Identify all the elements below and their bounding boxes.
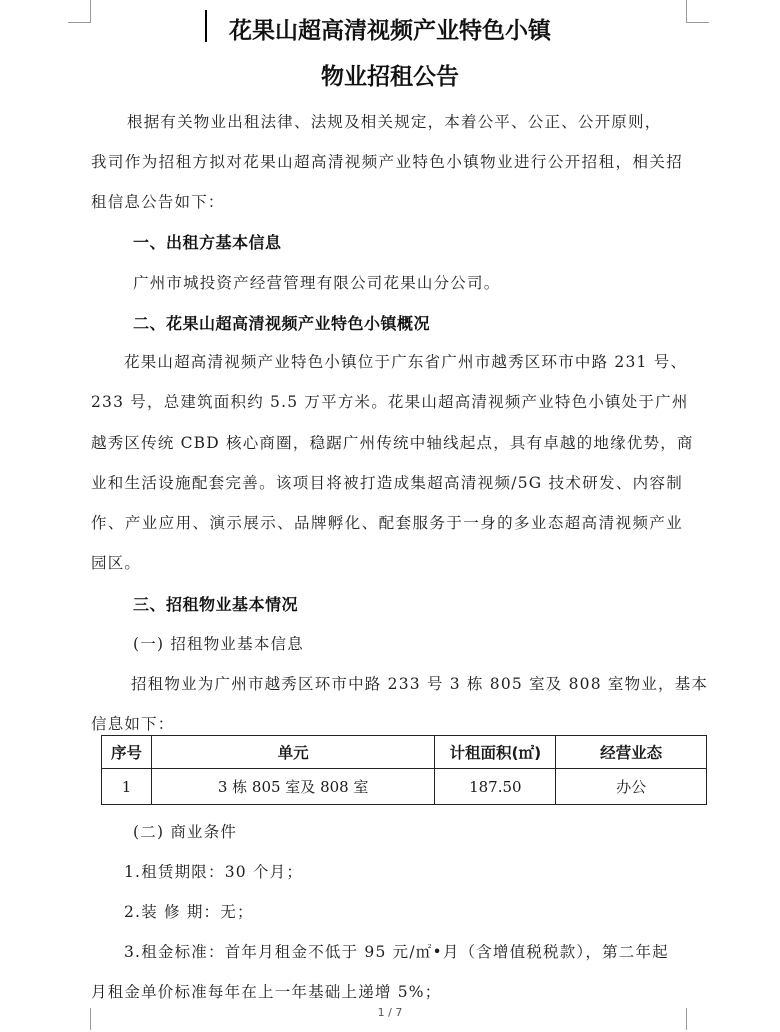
table-header-cell: 单元	[151, 736, 434, 769]
table-header-cell: 经营业态	[556, 736, 707, 769]
section1-heading: 一、出租方基本信息	[133, 233, 282, 252]
section2-line-6: 园区。	[91, 554, 142, 572]
table-header-cell: 计租面积(㎡)	[435, 736, 556, 769]
section3-heading: 三、招租物业基本情况	[133, 595, 299, 614]
intro-line-2: 我司作为招租方拟对花果山超高清视频产业特色小镇物业进行公开招租，相关招	[91, 153, 683, 171]
sub1-heading: (一) 招租物业基本信息	[133, 635, 304, 653]
sub1-line-2: 信息如下：	[91, 715, 175, 733]
section2-heading: 二、花果山超高清视频产业特色小镇概况	[133, 314, 431, 333]
section2-line-2: 233 号，总建筑面积约 5.5 万平方米。花果山超高清视频产业特色小镇处于广州	[91, 393, 689, 411]
table-header-cell: 序号	[102, 736, 152, 769]
sub2-heading: (二) 商业条件	[133, 823, 238, 841]
table-row	[102, 769, 707, 805]
section2-line-1: 花果山超高清视频产业特色小镇位于广东省广州市越秀区环市中路 231 号、	[124, 353, 688, 371]
intro-line-3: 租信息公告如下：	[91, 193, 225, 211]
page-number: 1 / 7	[377, 1006, 403, 1019]
sub1-line-1: 招租物业为广州市越秀区环市中路 233 号 3 栋 805 室及 808 室物业，基本	[131, 675, 709, 693]
table-cell: 187.50	[435, 769, 556, 805]
intro-line-1: 根据有关物业出租法律、法规及相关规定，本着公平、公正、公开原则，	[127, 113, 662, 131]
term-2: 2.装 修 期：无；	[124, 903, 254, 921]
table-cell: 3 栋 805 室及 808 室	[151, 769, 434, 805]
document-subtitle: 物业招租公告	[321, 64, 459, 90]
table-header-row	[102, 736, 707, 769]
term-3-continued: 月租金单价标准每年在上一年基础上递增 5%；	[91, 983, 442, 1001]
property-table	[101, 735, 707, 805]
table-cell: 1	[102, 769, 152, 805]
section2-line-5: 作、产业应用、演示展示、品牌孵化、配套服务于一身的多业态超高清视频产业	[91, 514, 683, 532]
section2-line-4: 业和生活设施配套完善。该项目将被打造成集超高清视频/5G 技术研发、内容制	[91, 474, 683, 492]
term-3: 3.租金标准：首年月租金不低于 95 元/㎡•月（含增值税税款），第二年起	[124, 943, 669, 961]
section2-line-3: 越秀区传统 CBD 核心商圈，稳踞广州传统中轴线起点，具有卓越的地缘优势，商	[91, 434, 694, 452]
section1-text: 广州市城投资产经营管理有限公司花果山分公司。	[133, 274, 501, 292]
table-cell: 办公	[556, 769, 707, 805]
document-title: 花果山超高清视频产业特色小镇	[229, 18, 551, 44]
term-1: 1.租赁期限：30 个月；	[124, 863, 304, 881]
